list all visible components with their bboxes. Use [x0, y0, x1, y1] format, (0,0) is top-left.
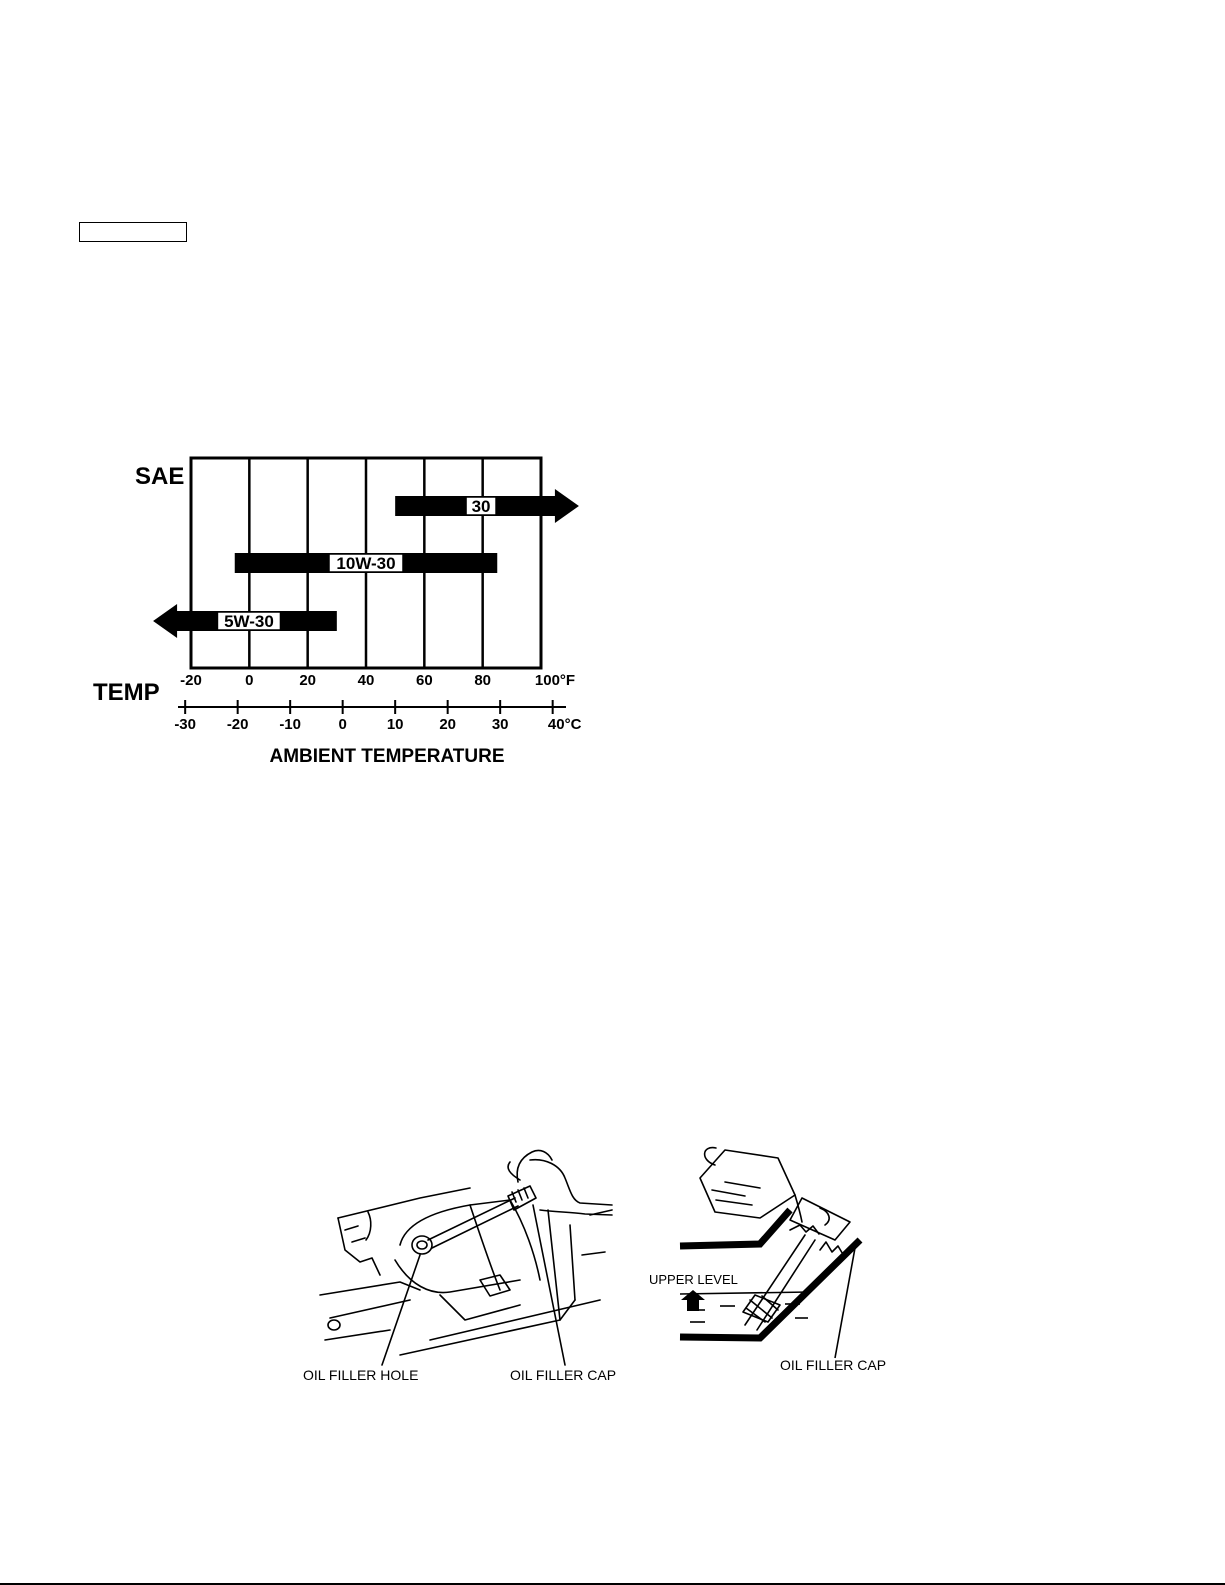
fahrenheit-tick-label: 40: [357, 672, 375, 689]
celsius-tick-label: 20: [439, 716, 457, 733]
sae-viscosity-chart: [80, 440, 620, 780]
oil-filler-cap-label-left: OIL FILLER CAP: [510, 1367, 617, 1383]
fahrenheit-tick-label: 100°F: [534, 672, 576, 689]
oil-filler-cap-label-right: OIL FILLER CAP: [780, 1357, 887, 1373]
empty-label-box: [79, 222, 187, 242]
celsius-tick-label: 40°C: [547, 716, 582, 733]
celsius-tick-label: 30: [491, 716, 509, 733]
fahrenheit-tick-label: 20: [299, 672, 317, 689]
crankcase-floor: [680, 1240, 860, 1338]
viscosity-bar-label: 10W-30: [336, 554, 396, 573]
temp-axis-label: TEMP: [93, 679, 160, 706]
oil-level-illustration: [640, 1140, 940, 1375]
celsius-ticks: [174, 700, 581, 733]
celsius-tick-label: -20: [226, 716, 249, 733]
viscosity-bar-label: 30: [471, 497, 491, 516]
x-axis-title: AMBIENT TEMPERATURE: [269, 746, 505, 767]
sae-axis-label: SAE: [135, 463, 185, 490]
fahrenheit-tick-labels: [180, 672, 575, 689]
celsius-tick-label: -30: [174, 716, 197, 733]
oil-filler-hole-label: OIL FILLER HOLE: [303, 1367, 419, 1383]
upper-level-label: UPPER LEVEL: [649, 1272, 738, 1287]
viscosity-bar-label: 5W-30: [224, 612, 274, 631]
fahrenheit-tick-label: 0: [245, 672, 254, 689]
fahrenheit-tick-label: -20: [180, 672, 202, 689]
celsius-tick-label: 10: [386, 716, 404, 733]
celsius-tick-label: 0: [338, 716, 347, 733]
engine-oil-filler-illustration: [300, 1145, 635, 1390]
fahrenheit-tick-label: 60: [415, 672, 433, 689]
celsius-tick-label: -10: [279, 716, 302, 733]
fahrenheit-tick-label: 80: [474, 672, 492, 689]
